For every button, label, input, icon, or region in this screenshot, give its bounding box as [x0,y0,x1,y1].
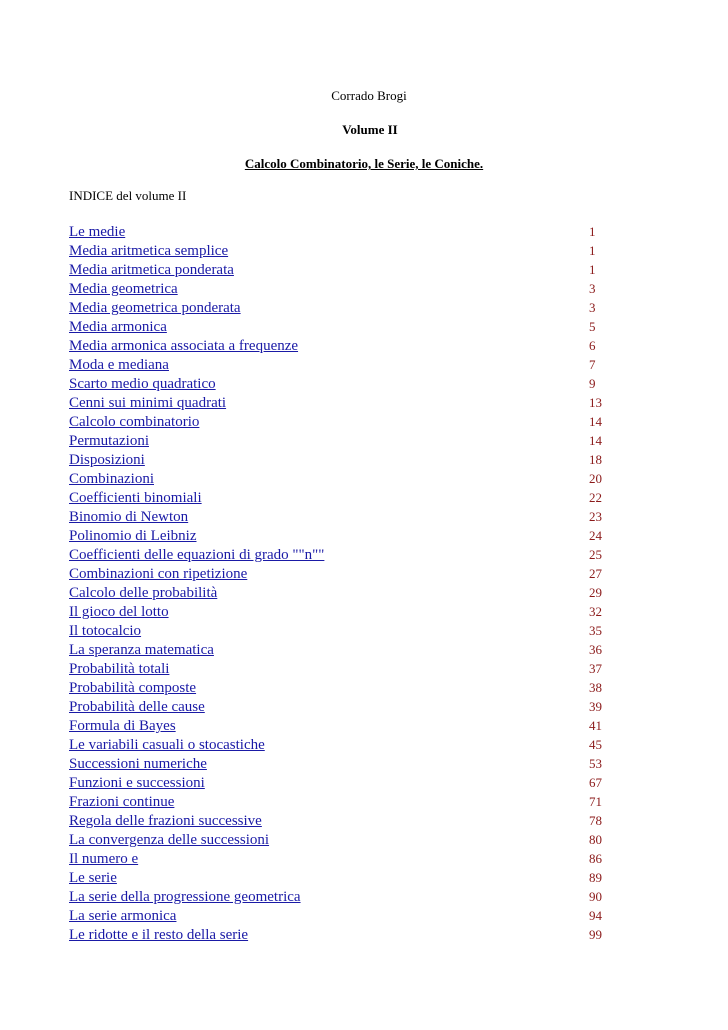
toc-entry-link[interactable]: Media aritmetica semplice [69,243,229,259]
index-heading: INDICE del volume II [69,188,187,203]
toc-item [69,583,629,602]
toc-item [69,317,629,336]
toc-page-number: 9 [589,376,596,391]
toc-page-number: 99 [589,927,602,942]
toc-entry-link[interactable]: Calcolo combinatorio [69,414,200,430]
author-line [0,88,728,104]
toc-item [69,659,629,678]
toc-page-number: 90 [589,889,602,904]
toc-item [69,260,629,279]
toc-page-number: 14 [589,414,602,429]
toc-entry-link[interactable]: Media armonica associata a frequenze [69,338,299,354]
toc-page-number: 27 [589,566,602,581]
toc-page-number: 37 [589,661,602,676]
toc-page-number: 94 [589,908,602,923]
toc-entry-link[interactable]: Binomio di Newton [69,509,189,525]
toc-entry-link[interactable]: Calcolo delle probabilità [69,585,218,601]
volume-line [0,122,728,138]
toc-item [69,298,629,317]
toc-entry-link[interactable]: La convergenza delle successioni [69,832,270,848]
toc-page-number: 22 [589,490,602,505]
toc-page-number: 36 [589,642,602,657]
toc-page-number: 78 [589,813,602,828]
toc-page-number: 5 [589,319,596,334]
volume-subtitle: Calcolo Combinatorio, le Serie, le Coniche. [244,156,484,171]
toc-entry-link[interactable]: Media geometrica ponderata [69,300,241,316]
toc-page-number: 25 [589,547,602,562]
toc-entry-link[interactable]: Probabilità totali [69,661,170,677]
toc-item [69,868,629,887]
toc-item [69,431,629,450]
toc-page-number: 7 [589,357,596,372]
toc-item [69,393,629,412]
toc-entry-link[interactable]: Formula di Bayes [69,718,176,734]
toc-page-number: 32 [589,604,602,619]
toc-item [69,526,629,545]
toc-page-number: 67 [589,775,602,790]
toc-item [69,469,629,488]
toc-item [69,716,629,735]
toc-entry-link[interactable]: Media armonica [69,319,167,335]
toc-item [69,887,629,906]
toc-page-number: 13 [589,395,602,410]
toc-page-number: 1 [589,262,596,277]
toc-item [69,621,629,640]
toc-page-number: 3 [589,300,596,315]
toc-item [69,754,629,773]
toc-page-number: 38 [589,680,602,695]
toc-page-number: 29 [589,585,602,600]
toc-entry-link[interactable]: Probabilità composte [69,680,197,696]
toc-page-number: 14 [589,433,602,448]
toc-item [69,222,629,241]
toc-item [69,773,629,792]
toc-item [69,678,629,697]
toc-item [69,925,629,944]
toc-entry-link[interactable]: Media aritmetica ponderata [69,262,234,278]
toc-entry-link[interactable]: Il totocalcio [69,623,142,639]
table-of-contents [69,222,629,944]
toc-entry-link[interactable]: Probabilità delle cause [69,699,205,715]
toc-page-number: 71 [589,794,602,809]
toc-item [69,811,629,830]
toc-item [69,602,629,621]
toc-page-number: 41 [589,718,602,733]
subtitle-line [0,156,728,172]
toc-page-number: 89 [589,870,602,885]
toc-entry-link[interactable]: Il numero e [69,851,139,867]
toc-page-number: 20 [589,471,602,486]
toc-entry-link[interactable]: Le variabili casuali o stocastiche [69,737,265,753]
toc-entry-link[interactable]: Coefficienti binomiali [69,490,202,506]
toc-page-number: 1 [589,224,596,239]
toc-item [69,412,629,431]
toc-entry-link[interactable]: La serie armonica [69,908,177,924]
toc-page-number: 80 [589,832,602,847]
toc-entry-link[interactable]: Moda e mediana [69,357,169,373]
toc-entry-link[interactable]: Polinomio di Leibniz [69,528,197,544]
toc-entry-link[interactable]: Combinazioni con ripetizione [69,566,248,582]
toc-page-number: 53 [589,756,602,771]
toc-item [69,488,629,507]
toc-entry-link[interactable]: Il gioco del lotto [69,604,169,620]
toc-page-number: 18 [589,452,602,467]
author-name: Corrado Brogi [331,88,407,103]
toc-item [69,450,629,469]
toc-entry-link[interactable]: Frazioni continue [69,794,175,810]
toc-page-number: 45 [589,737,602,752]
toc-item [69,697,629,716]
toc-item [69,564,629,583]
toc-page-number: 24 [589,528,602,543]
toc-item [69,336,629,355]
toc-entry-link[interactable]: Successioni numeriche [69,756,207,772]
toc-item [69,241,629,260]
toc-entry-link[interactable]: Scarto medio quadratico [69,376,216,392]
toc-item [69,906,629,925]
toc-page-number: 3 [589,281,596,296]
toc-entry-link[interactable]: Coefficienti delle equazioni di grado ""n"" [69,547,325,563]
toc-entry-link[interactable]: Funzioni e successioni [69,775,205,791]
toc-item [69,279,629,298]
toc-entry-link[interactable]: Permutazioni [69,433,149,449]
toc-page-number: 39 [589,699,602,714]
toc-entry-link[interactable]: Media geometrica [69,281,178,297]
toc-item [69,545,629,564]
toc-entry-link[interactable]: Le medie [69,224,126,240]
toc-item [69,640,629,659]
toc-entry-link[interactable]: Le serie [69,870,117,886]
toc-entry-link[interactable]: La speranza matematica [69,642,214,658]
toc-item [69,849,629,868]
volume-title: Volume II [342,122,398,137]
toc-entry-link[interactable]: Regola delle frazioni successive [69,813,262,829]
toc-entry-link[interactable]: Le ridotte e il resto della serie [69,927,249,943]
toc-page-number: 35 [589,623,602,638]
toc-item [69,374,629,393]
toc-item [69,355,629,374]
toc-page-number: 1 [589,243,596,258]
toc-entry-link[interactable]: Cenni sui minimi quadrati [69,395,227,411]
toc-page-number: 6 [589,338,596,353]
toc-page-number: 23 [589,509,602,524]
toc-item [69,792,629,811]
toc-entry-link[interactable]: La serie della progressione geometrica [69,889,301,905]
toc-item [69,507,629,526]
toc-item [69,735,629,754]
toc-item [69,830,629,849]
toc-entry-link[interactable]: Combinazioni [69,471,154,487]
toc-page-number: 86 [589,851,602,866]
toc-entry-link[interactable]: Disposizioni [69,452,145,468]
